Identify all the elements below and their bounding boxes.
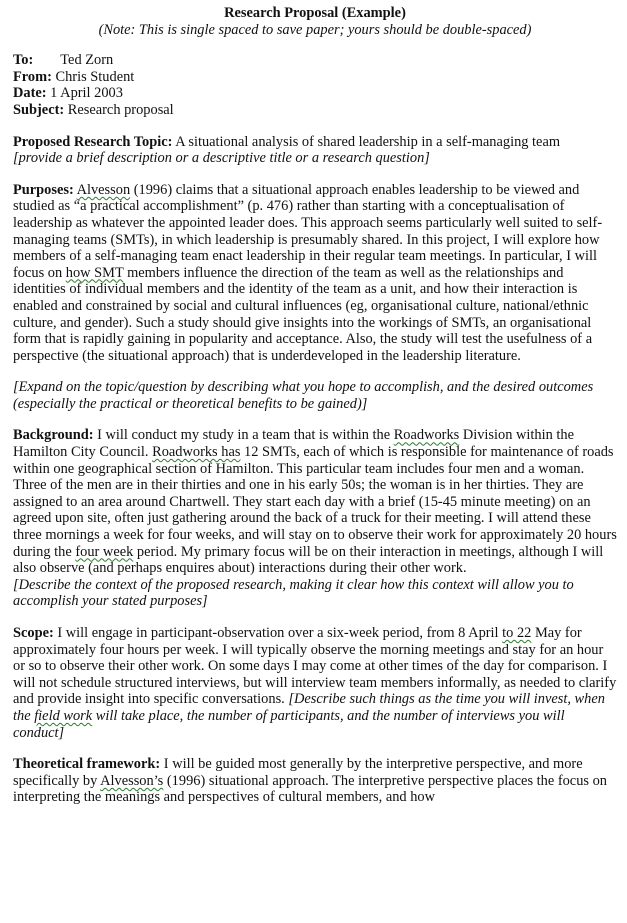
background-text-c: 12 SMTs, each of which is responsible for maintenance of roads within one geographical section of Hamilton. This particular team includes four men and a woman. Three of the men are in their thirties and one in his early 50s; the woman is in her thirties. They are assigned to an area around Chartwell. They start each day with a brief (15-45 minute meeting) on an agreed upon site, often just gathering around the back of a truck for their meeting. I will attend these three mornings a week for four weeks, and will stay on to observe their work for approximately 20 hours during the [13,444,617,560]
memo-from-label: From: [13,68,52,85]
document-title: Research Proposal (Example) [224,5,406,21]
purposes-label: Purposes: [13,181,74,198]
document-page [13,0,617,806]
background-label: Background: [13,427,94,444]
memo-date-label: Date: [13,85,47,102]
background-text-a: I will conduct my study in a team that is within the [93,427,394,444]
memo-from-value: Chris Student [55,68,135,85]
memo-to-value: Ted Zorn [60,52,114,69]
topic-label: Proposed Research Topic: [13,133,173,150]
section-framework [13,756,617,806]
spellcheck-alvesson: Alvesson [76,181,131,198]
memo-date-value: 1 April 2003 [50,85,123,102]
scope-paragraph [13,625,617,741]
background-paragraph [13,427,617,576]
memo-to-row [13,52,617,69]
purposes-instruction: [Expand on the topic/question by describing what you hope to accomplish, and the desired outcomes (especially the practical or theoretical benefits to be gained)] [13,379,594,412]
spellcheck-four-week: four week [75,543,134,560]
section-scope [13,625,617,741]
memo-subject-row [13,102,617,119]
framework-text-a: I will be guided most generally by the interpretive perspective, and more specifically by [13,756,583,789]
topic-instruction: [provide a brief description or a descriptive title or a research question] [13,150,430,167]
scope-instruction-a: [Describe such things as the time you will invest, when the [13,691,605,724]
spellcheck-roadworks-has: Roadworks has [152,444,241,461]
memo-from-row [13,69,617,86]
spellcheck-alvessons: Alvesson’s [100,772,164,789]
scope-text-a: I will engage in participant-observation over a six-week period, from 8 April [53,625,503,641]
topic-text: A situational analysis of shared leadership in a self-managing team [175,133,561,150]
section-background [13,427,617,610]
background-text-b: Division within the Hamilton City Council. [13,427,574,461]
framework-paragraph [13,756,617,806]
memo-to-label: To: [13,52,34,69]
background-instruction: [Describe the context of the proposed research, making it clear how this context will allow you to accomplish your stated purposes] [13,576,574,610]
document-note: (Note: This is single spaced to save paper; yours should be double-spaced) [98,21,532,38]
section-topic [13,134,617,167]
spellcheck-roadworks: Roadworks [393,427,460,444]
scope-label: Scope: [13,625,54,641]
purposes-text-a: (1996) claims that a situational approach enables leadership to be viewed and studied as “a practical accomplishment” (p. 476) rather than starting with a conceptualisation of leadership as whatever the appointed leader does. This approach seems particularly well suited to self-managing teams (SMTs), in which leadership is presumably shared. In this project, I will explore how members of a self-managing team enact leadership in their regular team meetings. In particular, I will focus on [13,181,603,281]
framework-text-b: (1996) situational approach. The interpretive perspective places the focus on interpreting the meanings and perspectives of cultural members, and how [13,772,607,806]
memo-subject-value: Research proposal [67,101,174,118]
spellcheck-how-smt: how SMT [65,264,124,281]
spellcheck-to-22: to 22 [502,625,532,641]
background-text-d: period. My primary focus will be on their interaction in meetings, although I will also observe (and perhaps enquires about) interactions during their other work. [13,543,604,577]
purposes-text-b: members influence the direction of the team as well as the relationships and identities of individual members and the identity of the team as a unit, and how their interaction is enabled and constrained by social and cultural influences (eg, organisational culture, national/ethnic culture, and gender). Such a study should give insights into the workings of SMTs, an organisational form that is rapidly gaining in popularity and acceptance. Also, the study will test the usefulness of a perspective (the situational approach) that is underdeveloped in the leadership literature. [13,264,593,364]
purposes-paragraph [13,182,617,365]
scope-instruction-b: will take place, the number of participants, and the number of interviews you will conduct] [13,707,565,741]
memo-date-row [13,85,617,102]
memo-subject-label: Subject: [13,101,65,118]
framework-label: Theoretical framework: [13,756,161,773]
spellcheck-field-work: field work [34,707,93,724]
topic-paragraph [13,134,617,151]
scope-text-b: May for approximately four hours per week. I will typically observe the morning meetings and stay for an hour or so to observe their other work. On some days I may come at other times of the day for comparison. I will not schedule structured interviews, but will interview team members informally, as needed to clarify and provide insight into specific conversations. [13,625,617,708]
section-purposes [13,182,617,413]
